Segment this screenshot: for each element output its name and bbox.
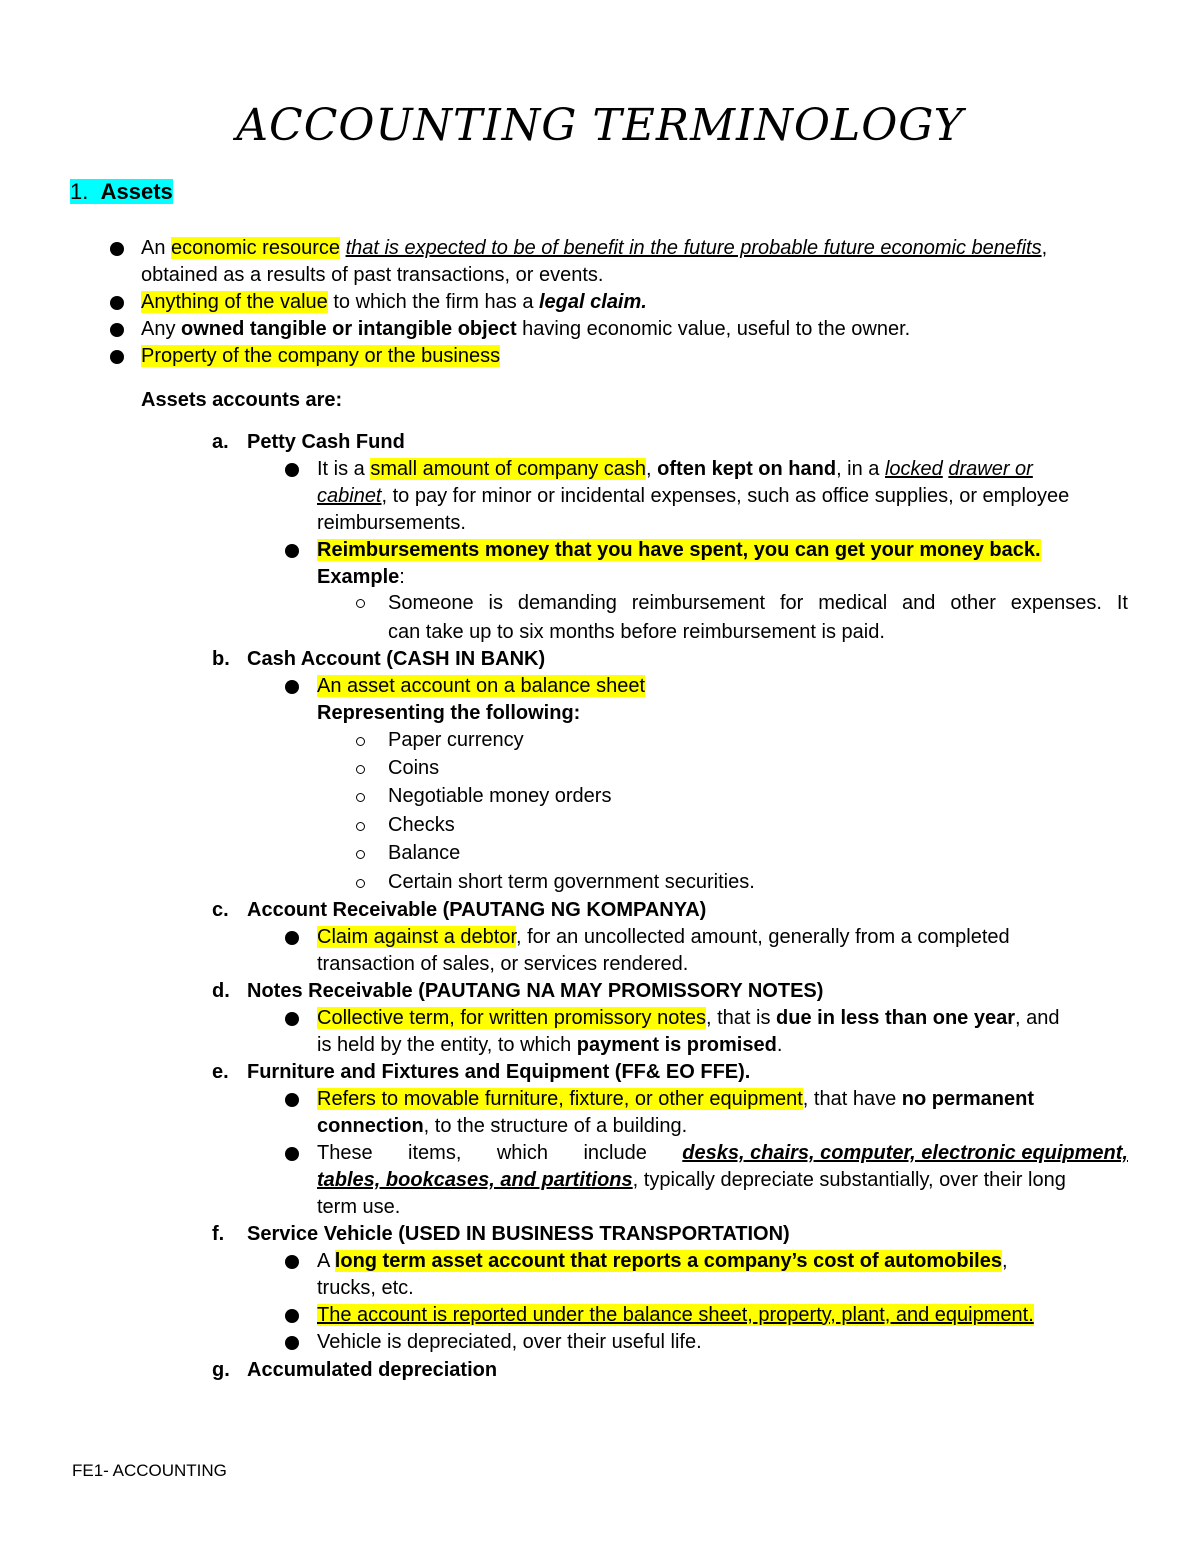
item-letter-c: c. xyxy=(212,899,229,921)
section-title: Assets xyxy=(100,179,173,204)
section-number: 1. Assets xyxy=(70,179,173,204)
intro-bullet-1: An economic resource that is expected to be of benefit in the future probable future economic benefits, xyxy=(141,237,1048,259)
furniture-bullet-1-line2: connection, to the structure of a building. xyxy=(317,1115,688,1137)
circle-bullet-icon xyxy=(356,599,365,608)
section-heading xyxy=(70,178,173,205)
heading-accumulated-depreciation: Accumulated depreciation xyxy=(247,1359,498,1381)
item-letter-d: d. xyxy=(212,980,230,1002)
circle-bullet-icon xyxy=(356,850,365,859)
intro-bullet-4: Property of the company or the business xyxy=(141,345,501,367)
petty-cash-bullet-1: It is a small amount of company cash, often kept on hand, in a locked drawer or xyxy=(317,458,1033,480)
list-item: Coins xyxy=(388,757,440,779)
bullet-icon xyxy=(110,323,124,337)
furniture-bullet-2: These items, which include desks, chairs, computer, electronic equipment, xyxy=(317,1142,1128,1164)
bullet-icon xyxy=(285,544,299,558)
heading-notes-receivable: Notes Receivable (PAUTANG NA MAY PROMISSORY NOTES) xyxy=(247,980,824,1002)
bullet-icon xyxy=(285,1147,299,1161)
example-label: Example: xyxy=(317,566,405,588)
service-vehicle-bullet-2: The account is reported under the balance sheet, property, plant, and equipment. xyxy=(317,1304,1034,1326)
bullet-icon xyxy=(285,931,299,945)
page-footer: FE1- ACCOUNTING xyxy=(72,1461,227,1480)
heading-service-vehicle: Service Vehicle (USED IN BUSINESS TRANSPORTATION) xyxy=(247,1223,790,1245)
intro-bullet-1-line2: obtained as a results of past transactions, or events. xyxy=(141,264,604,286)
item-letter-g: g. xyxy=(212,1359,230,1381)
bullet-icon xyxy=(285,463,299,477)
heading-account-receivable: Account Receivable (PAUTANG NG KOMPANYA) xyxy=(247,899,707,921)
heading-cash-account: Cash Account (CASH IN BANK) xyxy=(247,648,546,670)
furniture-bullet-2-line3: term use. xyxy=(317,1196,401,1218)
notes-receivable-bullet-1-line2: is held by the entity, to which payment is promised. xyxy=(317,1034,783,1056)
intro-bullet-2: Anything of the value to which the firm has a legal claim. xyxy=(141,291,647,313)
list-item: Checks xyxy=(388,814,455,836)
example-text-line2: can take up to six months before reimbursement is paid. xyxy=(388,621,885,643)
list-item: Negotiable money orders xyxy=(388,785,612,807)
heading-petty-cash-fund: Petty Cash Fund xyxy=(247,431,405,453)
account-receivable-bullet-1: Claim against a debtor, for an uncollected amount, generally from a completed xyxy=(317,926,1010,948)
circle-bullet-icon xyxy=(356,765,365,774)
circle-bullet-icon xyxy=(356,822,365,831)
list-item: Certain short term government securities. xyxy=(388,871,755,893)
circle-bullet-icon xyxy=(356,737,365,746)
bullet-icon xyxy=(110,242,124,256)
intro-bullet-3: Any owned tangible or intangible object having economic value, useful to the owner. xyxy=(141,318,911,340)
petty-cash-bullet-1-line3: reimbursements. xyxy=(317,512,466,534)
petty-cash-bullet-2: Reimbursements money that you have spent, you can get your money back. xyxy=(317,539,1041,561)
service-vehicle-bullet-1-line2: trucks, etc. xyxy=(317,1277,414,1299)
account-receivable-bullet-1-line2: transaction of sales, or services rendered. xyxy=(317,953,689,975)
item-letter-a: a. xyxy=(212,431,229,453)
notes-receivable-bullet-1: Collective term, for written promissory notes, that is due in less than one year, and xyxy=(317,1007,1060,1029)
circle-bullet-icon xyxy=(356,793,365,802)
bullet-icon xyxy=(285,1093,299,1107)
representing-label: Representing the following: xyxy=(317,702,581,724)
petty-cash-bullet-1-line2: cabinet, to pay for minor or incidental expenses, such as office supplies, or employee xyxy=(317,485,1070,507)
list-item: Balance xyxy=(388,842,461,864)
example-text-line1: Someone is demanding reimbursement for medical and other expenses. It xyxy=(388,592,1128,614)
furniture-bullet-2-line2: tables, bookcases, and partitions, typically depreciate substantially, over their long xyxy=(317,1169,1066,1191)
item-letter-f: f. xyxy=(212,1223,225,1245)
bullet-icon xyxy=(285,1255,299,1269)
bullet-icon xyxy=(285,1309,299,1323)
accounts-label: Assets accounts are: xyxy=(141,389,343,411)
item-letter-e: e. xyxy=(212,1061,229,1083)
furniture-bullet-1: Refers to movable furniture, fixture, or other equipment, that have no permanent xyxy=(317,1088,1035,1110)
item-letter-b: b. xyxy=(212,648,230,670)
service-vehicle-bullet-3: Vehicle is depreciated, over their useful life. xyxy=(317,1331,702,1353)
cash-account-bullet-1: An asset account on a balance sheet xyxy=(317,675,646,697)
bullet-icon xyxy=(285,1012,299,1026)
bullet-icon xyxy=(285,1336,299,1350)
bullet-icon xyxy=(285,680,299,694)
page-title: ACCOUNTING TERMINOLOGY xyxy=(236,100,964,151)
bullet-icon xyxy=(110,296,124,310)
bullet-icon xyxy=(110,350,124,364)
list-item: Paper currency xyxy=(388,729,524,751)
service-vehicle-bullet-1: A long term asset account that reports a company’s cost of automobiles, xyxy=(317,1250,1008,1272)
circle-bullet-icon xyxy=(356,879,365,888)
heading-furniture-fixtures: Furniture and Fixtures and Equipment (FF& EO FFE). xyxy=(247,1061,751,1083)
